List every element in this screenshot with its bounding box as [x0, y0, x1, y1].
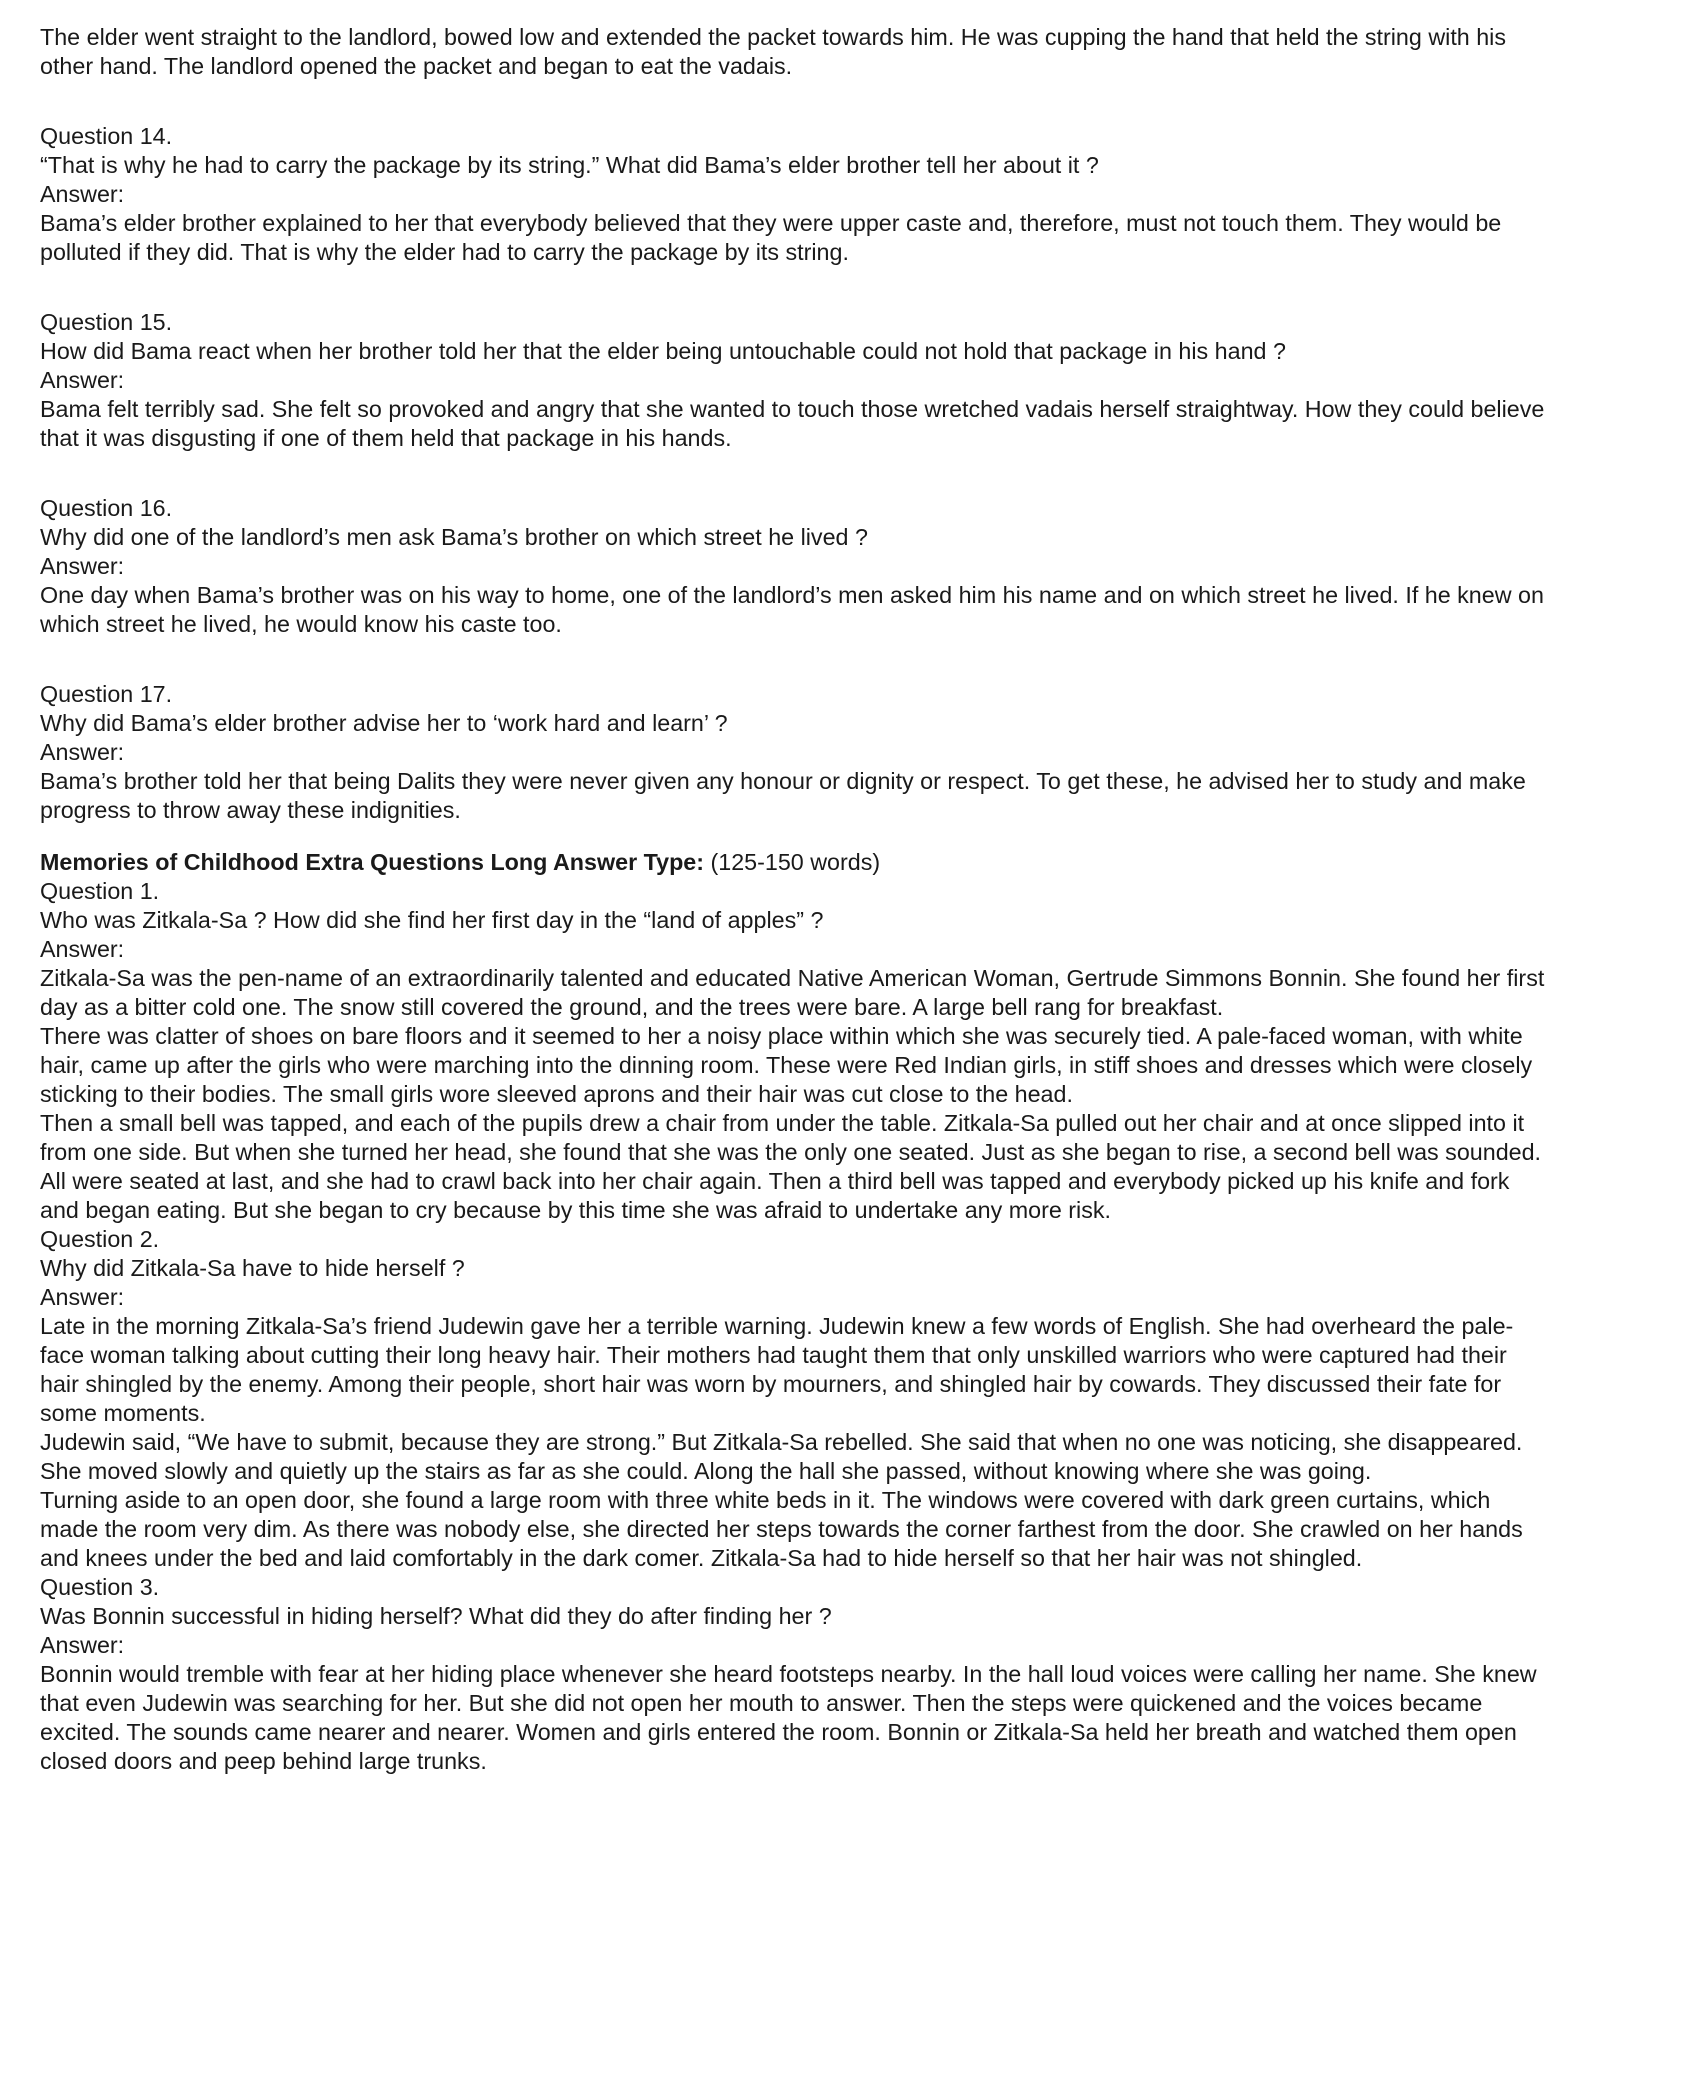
answer-text: One day when Bama’s brother was on his way to home, one of the landlord’s men asked him his name and on which street he lived. If he knew on which street he lived, he would know his caste too. — [40, 582, 1544, 637]
answer-paragraph: Late in the morning Zitkala-Sa’s friend Judewin gave her a terrible warning. Judewin knew a few words of English. She had overheard the pale- face woman talking about cutting their long heavy hair. Their mothers had taught them that only unskilled warriors who were captured had their hair shingled by the enemy. Among their people, short hair was worn by mourners, and shingled hair by cowards. They discussed their fate for some moments. — [40, 1313, 1514, 1426]
answer-label: Answer: — [40, 936, 125, 962]
answer-paragraph: Turning aside to an open door, she found a large room with three white beds in it. The windows were covered with dark green curtains, which made the room very dim. As there was nobody else, she directed her steps towards the corner farthest from the door. She crawled on her hands and knees under the bed and laid comfortably in the dark comer. Zitkala-Sa had to hide herself so that her hair was not shingled. — [40, 1487, 1523, 1571]
answer-text: Bama felt terribly sad. She felt so provoked and angry that she wanted to touch those wretched vadais herself straightway. How they could believe that it was disgusting if one of them held that package in his hands. — [40, 396, 1545, 451]
intro-paragraph: The elder went straight to the landlord, bowed low and extended the packet towards him. He was cupping the hand that held the string with his other hand. The landlord opened the packet and began to eat the vadais. — [40, 24, 1506, 79]
answer-label: Answer: — [40, 367, 125, 393]
question-label: Question 1. — [40, 878, 160, 904]
question-text: Who was Zitkala-Sa ? How did she find her first day in the “land of apples” ? — [40, 907, 824, 933]
question-label: Question 2. — [40, 1226, 160, 1252]
answer-paragraph: There was clatter of shoes on bare floors and it seemed to her a noisy place within which she was securely tied. A pale-faced woman, with white hair, came up after the girls who were marching into the dinning room. These were Red Indian girls, in stiff shoes and dresses which were closely sticking to their bodies. The small girls wore sleeved aprons and their hair was cut close to the head. — [40, 1023, 1533, 1107]
question-text: Was Bonnin successful in hiding herself? What did they do after finding her ? — [40, 1603, 832, 1629]
short-answer-15 — [40, 308, 1680, 453]
question-text: Why did Zitkala-Sa have to hide herself ? — [40, 1255, 465, 1281]
answer-paragraph: Then a small bell was tapped, and each of the pupils drew a chair from under the table. Zitkala-Sa pulled out her chair and at once slipped into it from one side. But when she turned her head, she found that she was the only one seated. Just as she began to rise, a second bell was sounded. All were seated at last, and she had to crawl back into her chair again. Then a third bell was tapped and everybody picked up his knife and fork and began eating. But she began to cry because by this time she was afraid to undertake any more risk. — [40, 1110, 1542, 1223]
section-heading-bold: Memories of Childhood Extra Questions Long Answer Type: — [40, 849, 705, 875]
intro-paragraph-block — [40, 23, 1680, 81]
section-heading — [40, 848, 1680, 877]
question-label: Question 17. — [40, 681, 173, 707]
answer-label: Answer: — [40, 739, 125, 765]
question-label: Question 16. — [40, 495, 173, 521]
long-answer-2 — [40, 1225, 1680, 1573]
question-text: Why did Bama’s elder brother advise her to ‘work hard and learn’ ? — [40, 710, 728, 736]
question-text: How did Bama react when her brother told her that the elder being untouchable could not hold that package in his hand ? — [40, 338, 1286, 364]
answer-paragraph: Judewin said, “We have to submit, because they are strong.” But Zitkala-Sa rebelled. She said that when no one was noticing, she disappeared. She moved slowly and quietly up the stairs as far as she could. Along the hall she passed, without knowing where she was going. — [40, 1429, 1523, 1484]
answer-label: Answer: — [40, 1632, 125, 1658]
short-answer-16 — [40, 494, 1680, 639]
answer-paragraph: Bonnin would tremble with fear at her hiding place whenever she heard footsteps nearby. In the hall loud voices were calling her name. She knew that even Judewin was searching for her. But she did not open her mouth to answer. Then the steps were quickened and the voices became excited. The sounds came nearer and nearer. Women and girls entered the room. Bonnin or Zitkala-Sa held her breath and watched them open closed doors and peep behind large trunks. — [40, 1661, 1537, 1774]
question-text: Why did one of the landlord’s men ask Bama’s brother on which street he lived ? — [40, 524, 868, 550]
answer-paragraph: Zitkala-Sa was the pen-name of an extraordinarily talented and educated Native American Woman, Gertrude Simmons Bonnin. She found her first day as a bitter cold one. The snow still covered the ground, and the trees were bare. A large bell rang for breakfast. — [40, 965, 1545, 1020]
document-page — [40, 23, 1680, 1776]
section-heading-word-count: (125-150 words) — [704, 849, 881, 875]
answer-label: Answer: — [40, 1284, 125, 1310]
question-label: Question 14. — [40, 123, 173, 149]
answer-label: Answer: — [40, 181, 125, 207]
question-label: Question 3. — [40, 1574, 160, 1600]
long-answer-3 — [40, 1573, 1680, 1776]
question-text: “That is why he had to carry the package by its string.” What did Bama’s elder brother tell her about it ? — [40, 152, 1099, 178]
answer-text: Bama’s elder brother explained to her that everybody believed that they were upper caste and, therefore, must not touch them. They would be polluted if they did. That is why the elder had to carry the package by its string. — [40, 210, 1502, 265]
question-label: Question 15. — [40, 309, 173, 335]
answer-label: Answer: — [40, 553, 125, 579]
short-answer-14 — [40, 122, 1680, 267]
short-answer-17 — [40, 680, 1680, 825]
long-answer-1 — [40, 877, 1680, 1225]
answer-text: Bama’s brother told her that being Dalits they were never given any honour or dignity or respect. To get these, he advised her to study and make progress to throw away these indignities. — [40, 768, 1526, 823]
